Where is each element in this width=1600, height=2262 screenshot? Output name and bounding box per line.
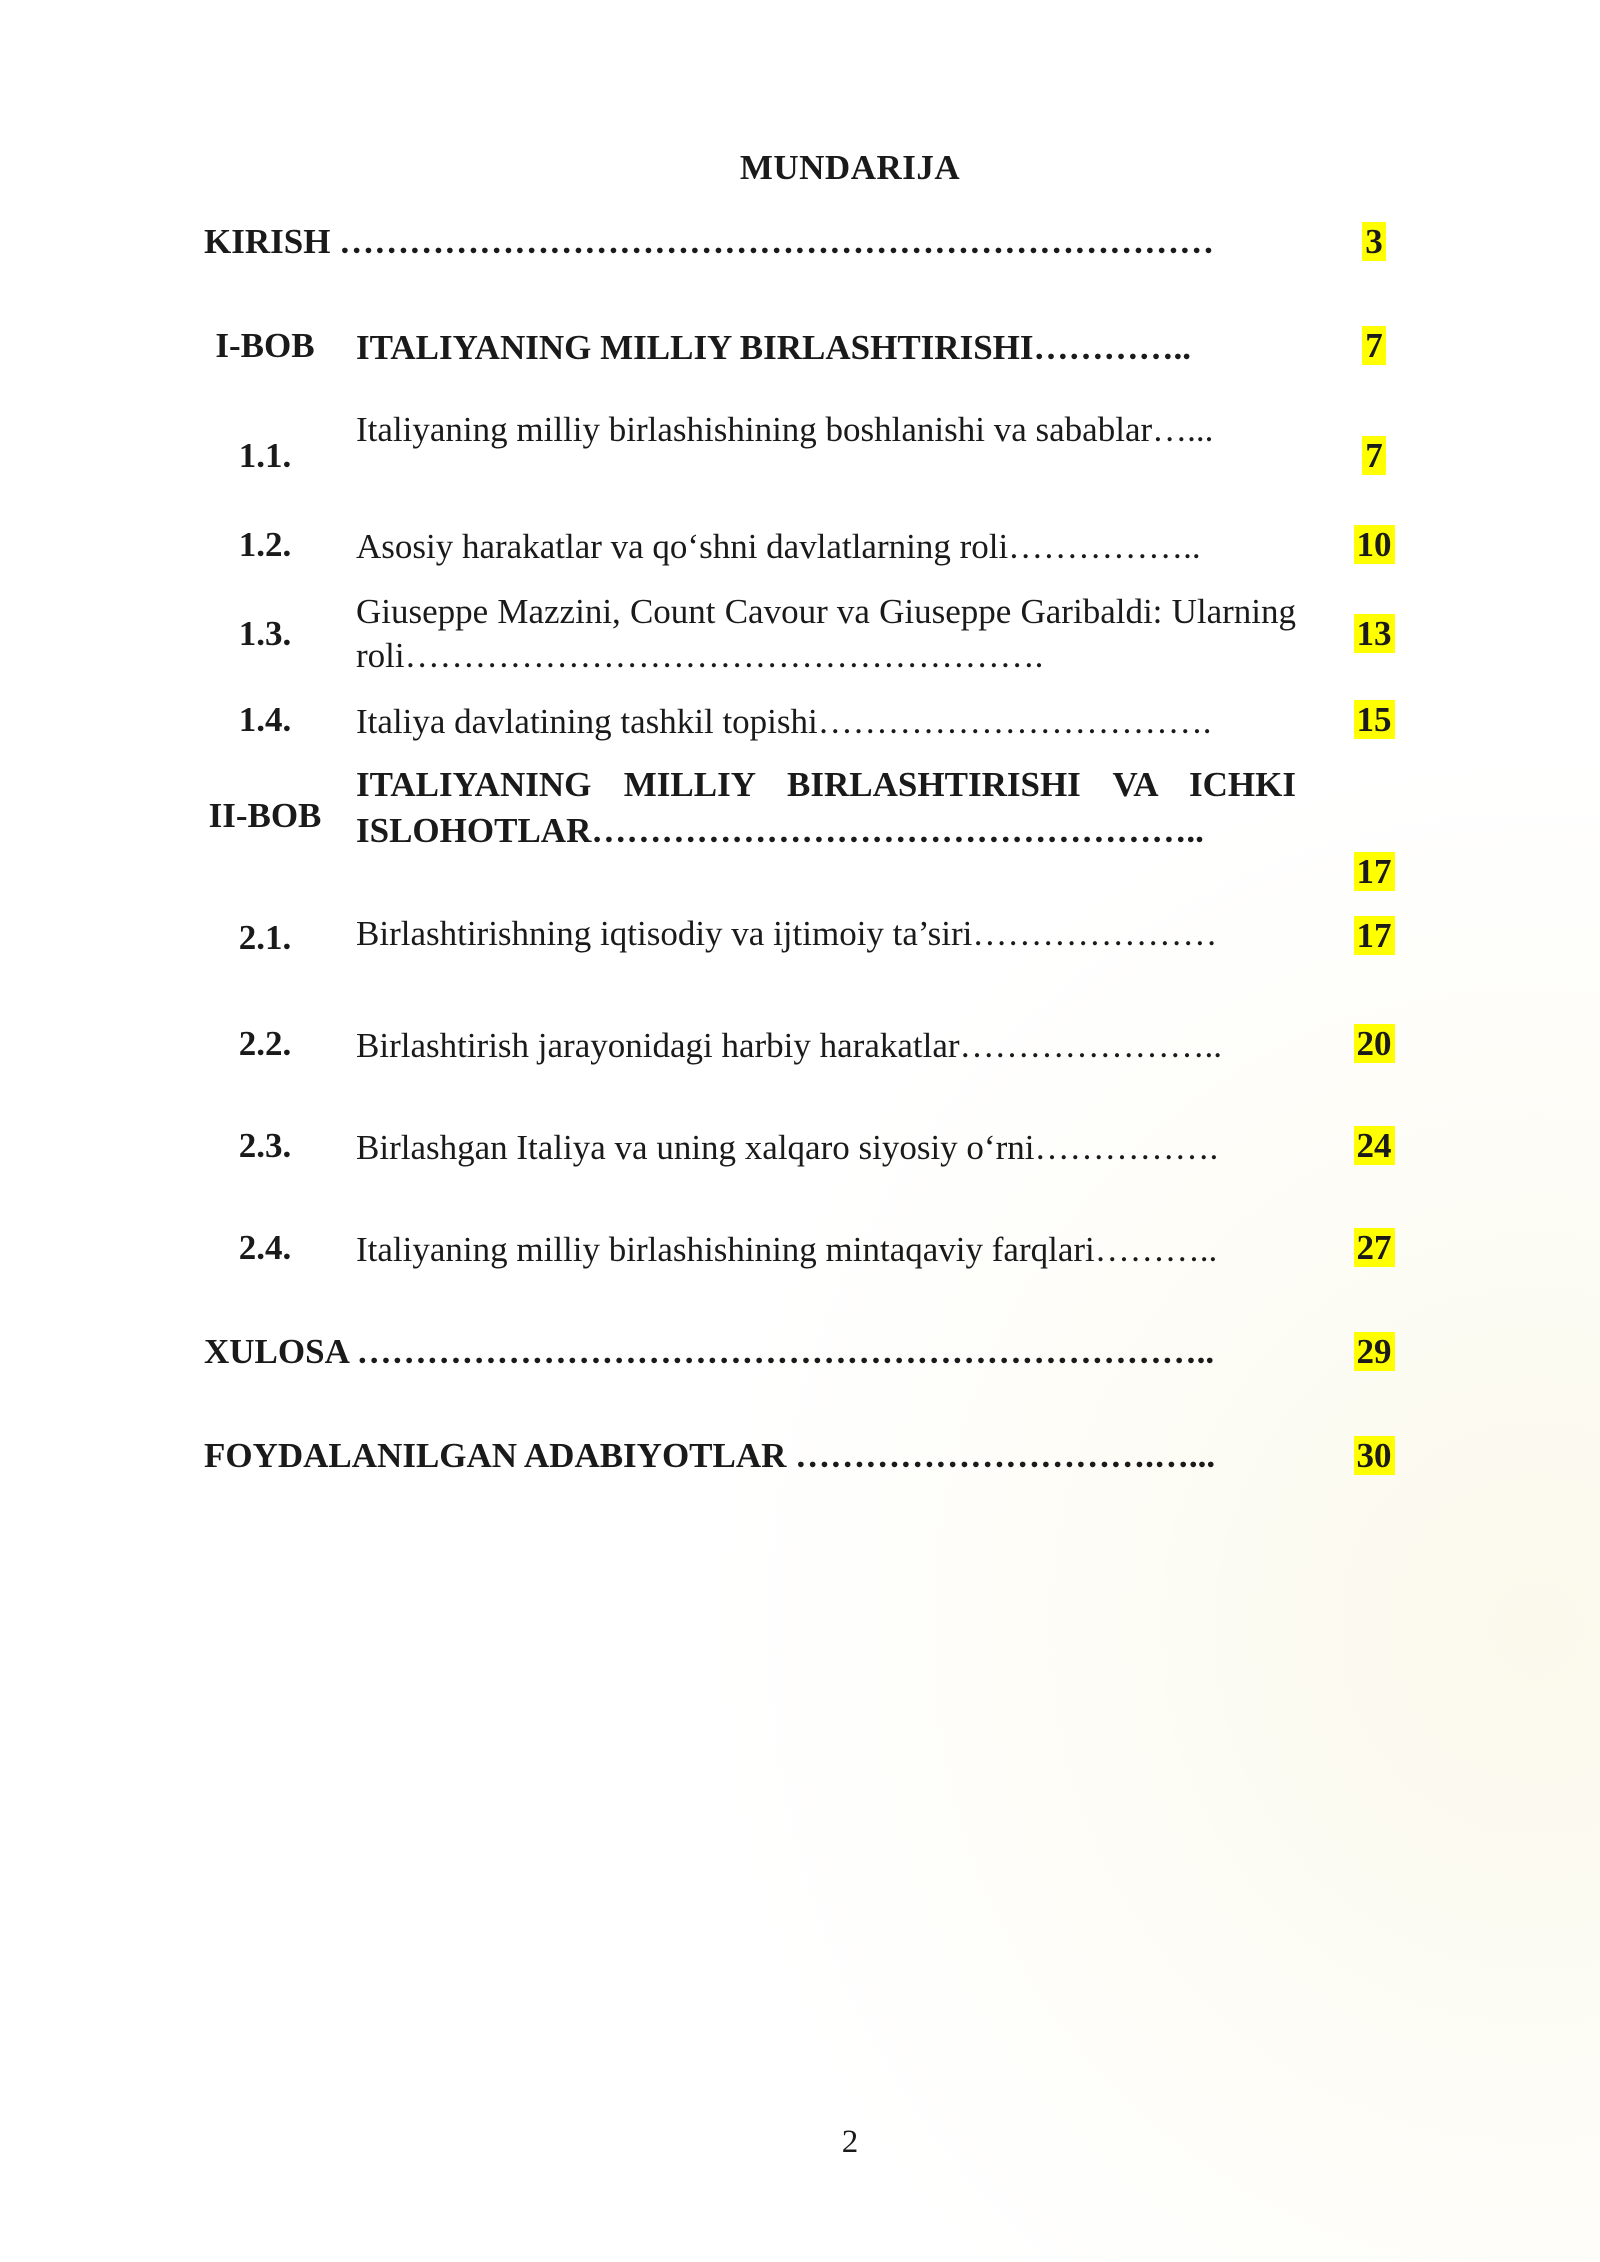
toc-page-number: 30 xyxy=(1342,1436,1406,1476)
toc-section-number: 2.3. xyxy=(238,1126,292,1165)
toc-page-number: 10 xyxy=(1342,525,1406,565)
toc-entry-text: Giuseppe Mazzini, Count Cavour va Giuseppe Garibaldi: Ularning roli………………………………………………. xyxy=(356,592,1296,675)
toc-page-number: 20 xyxy=(1342,1024,1406,1064)
toc-entry-text: Italiyaning milliy birlashishining mintaqaviy farqlari……….. xyxy=(356,1230,1218,1269)
toc-title: MUNDARIJA xyxy=(739,148,961,187)
toc-entry-text: Asosiy harakatlar va qo‘shni davlatlarning roli…………….. xyxy=(356,527,1201,566)
toc-entry-text: Birlashtirish jarayonidagi harbiy harakatlar………………….. xyxy=(356,1026,1223,1065)
toc-entry-text: Italiya davlatining tashkil topishi……………………………. xyxy=(356,702,1212,741)
toc-entry-text: Birlashgan Italiya va uning xalqaro siyosiy o‘rni……………. xyxy=(356,1128,1219,1167)
toc-section-number: 1.2. xyxy=(238,525,292,564)
toc-entry-text: XULOSA ……………………………………………………………….. xyxy=(204,1332,1215,1371)
toc-entry-text: Italiyaning milliy birlashishining boshlanishi va sabablar…... xyxy=(356,410,1214,449)
toc-section-number: 2.4. xyxy=(238,1228,292,1267)
toc-page-number: 17 xyxy=(1342,852,1406,892)
toc-entry-text: ITALIYANING MILLIY BIRLASHTIRISHI………….. xyxy=(356,328,1192,367)
toc-entry-text: KIRISH ………………………………………………………………… xyxy=(204,222,1215,261)
toc-section-number: 2.1. xyxy=(238,918,292,957)
toc-page-number: 7 xyxy=(1342,326,1406,366)
toc-section-number: 1.3. xyxy=(238,614,292,653)
toc-entry-text: ITALIYANING MILLIY BIRLASHTIRISHI VA ICHKI ISLOHOTLAR…………………………………………….. xyxy=(356,765,1296,850)
toc-entry-text: Birlashtirishning iqtisodiy va ijtimoiy ta’siri………………… xyxy=(356,914,1218,953)
toc-section-number: 2.2. xyxy=(238,1024,292,1063)
toc-page-number: 7 xyxy=(1342,436,1406,476)
toc-page-number: 15 xyxy=(1342,700,1406,740)
toc-page-number: 3 xyxy=(1342,222,1406,262)
toc-chapter-number: II-BOB xyxy=(208,796,322,835)
page-number: 2 xyxy=(841,2124,859,2160)
toc-section-number: 1.4. xyxy=(238,700,292,739)
toc-page-number: 29 xyxy=(1342,1332,1406,1372)
toc-section-number: 1.1. xyxy=(238,436,292,475)
toc-page-number: 27 xyxy=(1342,1228,1406,1268)
toc-page-number: 13 xyxy=(1342,614,1406,654)
toc-page-number: 24 xyxy=(1342,1126,1406,1166)
toc-page-number: 17 xyxy=(1342,916,1406,956)
toc-entry-text: FOYDALANILGAN ADABIYOTLAR ………………………….…... xyxy=(204,1436,1216,1475)
toc-chapter-number: I-BOB xyxy=(215,326,315,365)
